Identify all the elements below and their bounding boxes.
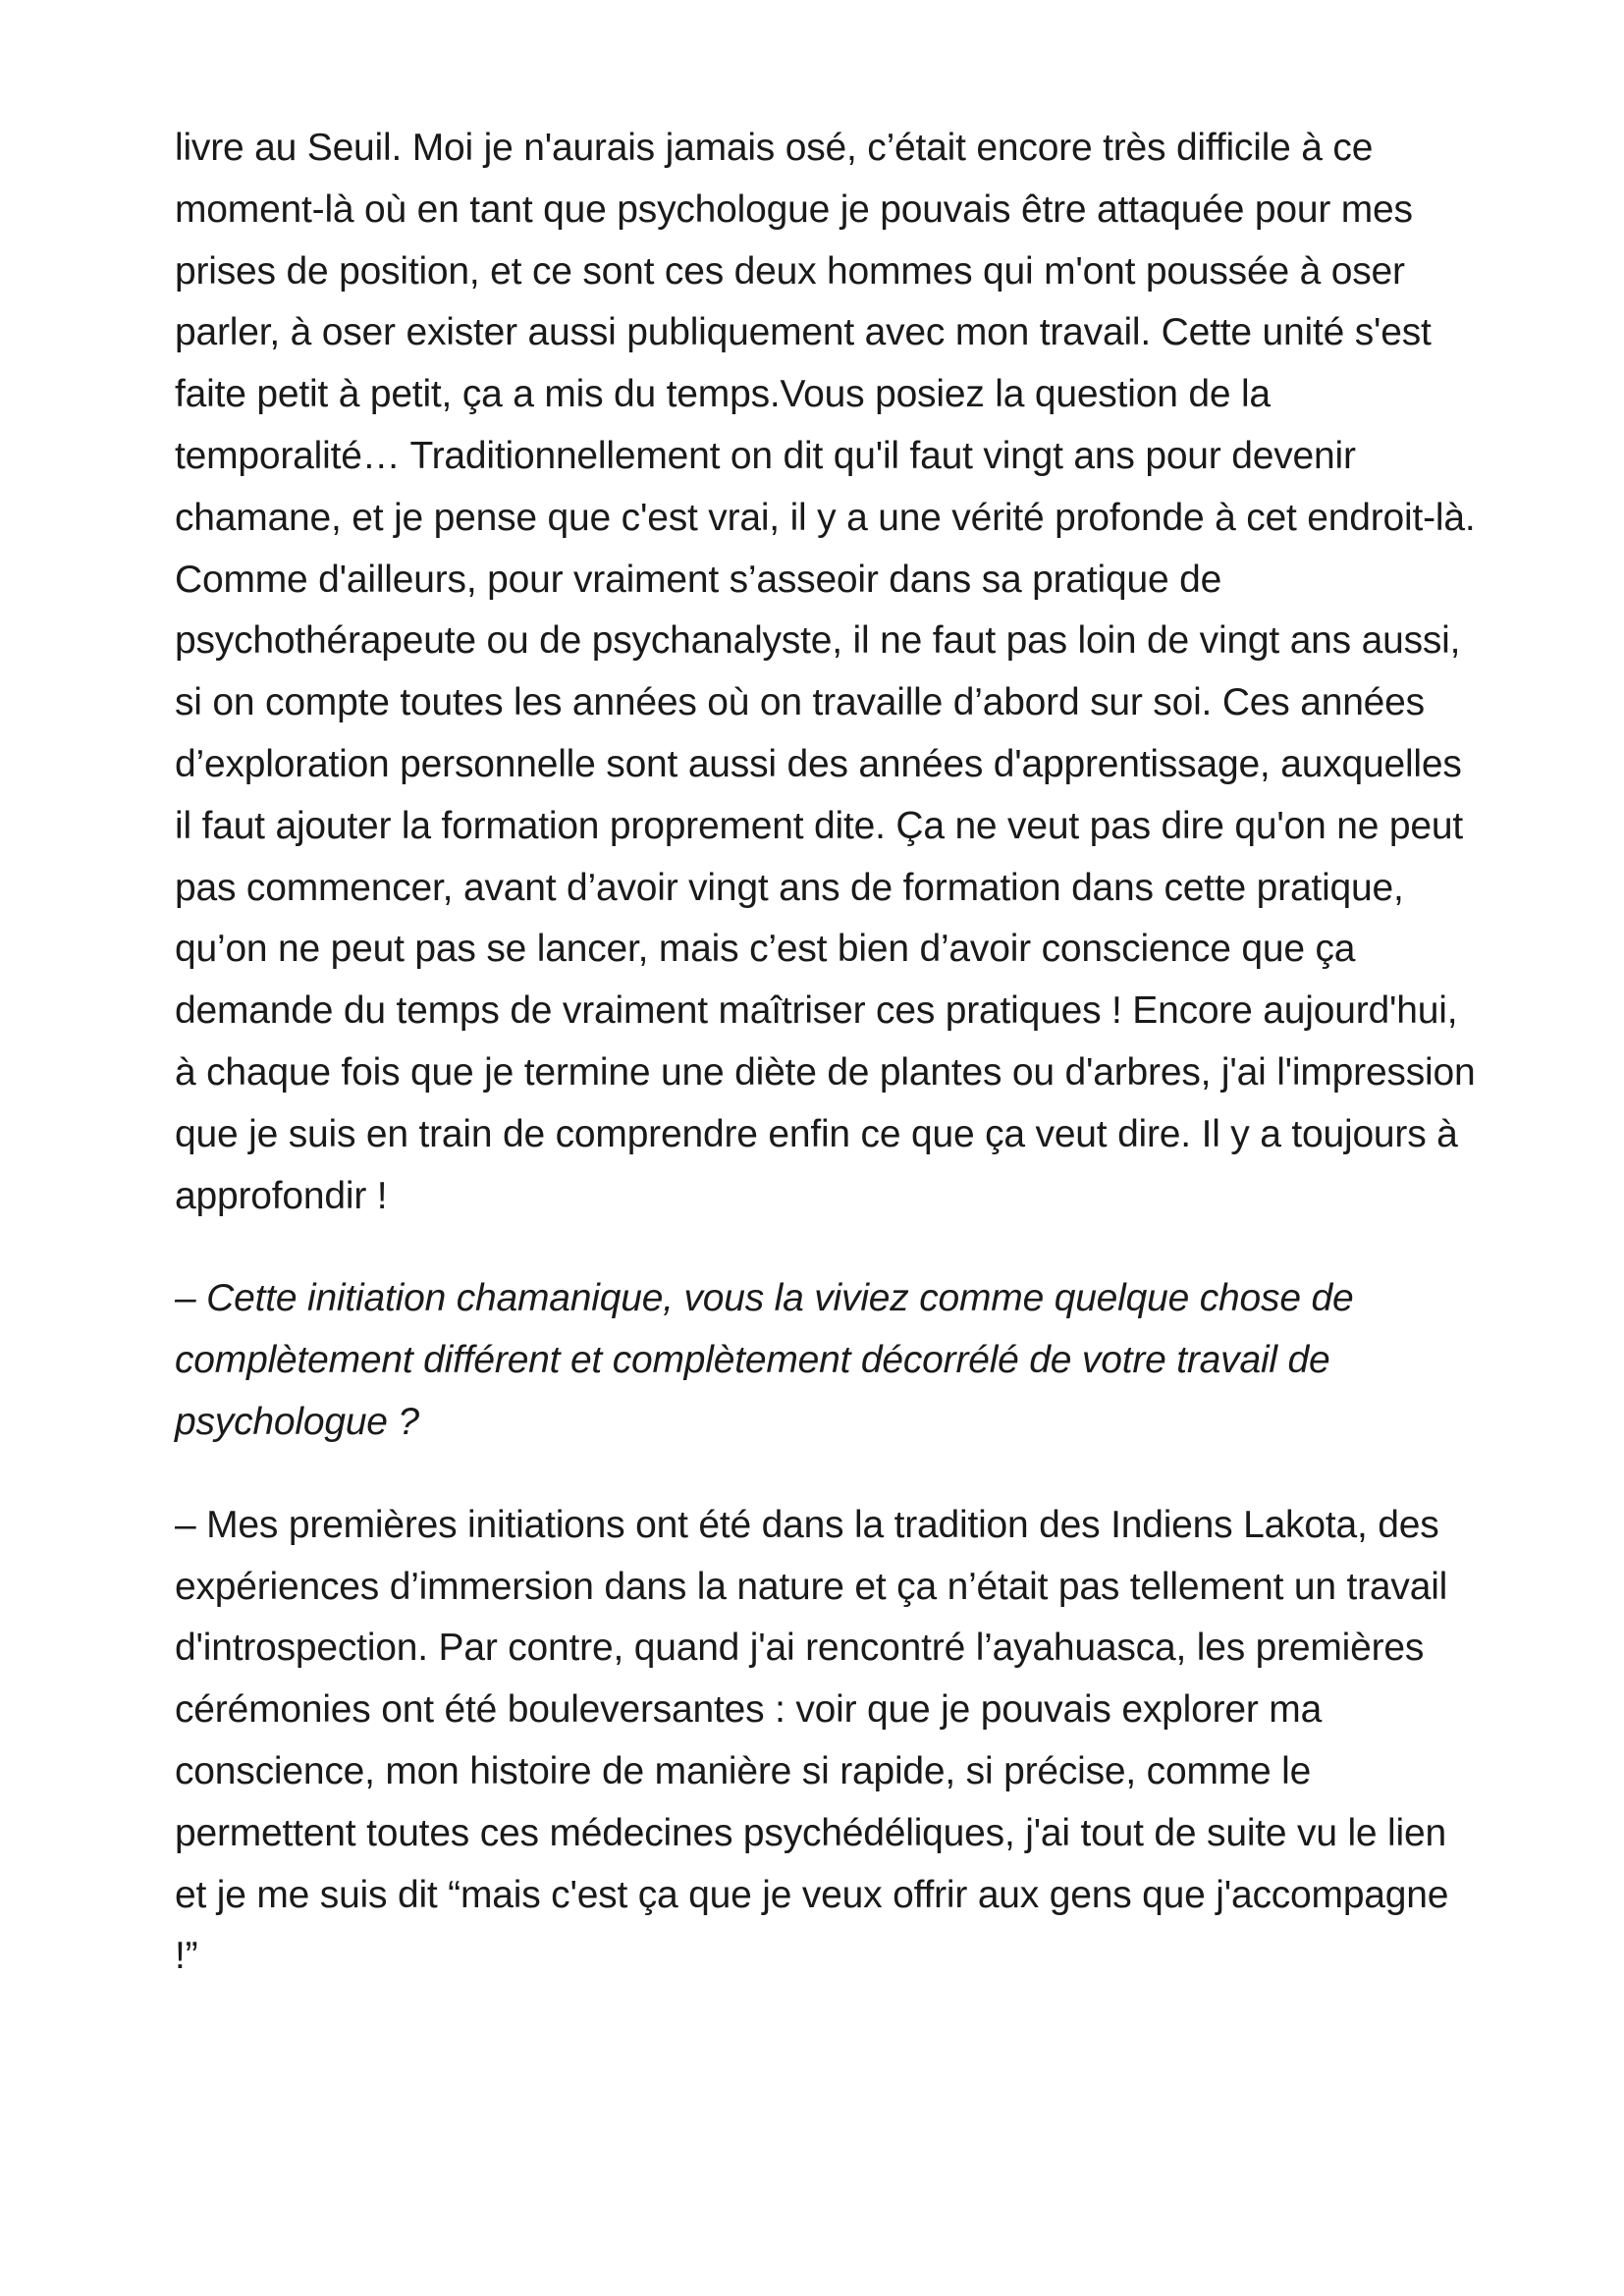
paragraph-continuation: livre au Seuil. Moi je n'aurais jamais osé, c’était encore très difficile à ce moment-là où en tant que psychologue je pouvais être attaquée pour mes prises de position, et ce sont ces deux hommes qui m'ont poussée à oser parler, à oser exister aussi publiquement avec mon travail. Cette unité s'est faite petit à petit, ça a mis du temps.Vous posiez la question de la temporalité… Traditionnellement on dit qu'il faut vingt ans pour devenir chamane, et je pense que c'est vrai, il y a une vérité profonde à cet endroit-là. Comme d'ailleurs, pour vraiment s’asseoir dans sa pratique de psychothérapeute ou de psychanalyste, il ne faut pas loin de vingt ans aussi, si on compte toutes les années où on travaille d’abord sur soi. Ces années d’exploration personnelle sont aussi des années d'apprentissage, auxquelles il faut ajouter la formation proprement dite. Ça ne veut pas dire qu'on ne peut pas commencer, avant d’avoir vingt ans de formation dans cette pratique, qu’on ne peut pas se lancer, mais c’est bien d’avoir conscience que ça demande du temps de vraiment maîtriser ces pratiques ! Encore aujourd'hui, à chaque fois que je termine une diète de plantes ou d'arbres, j'ai l'impression que je suis en train de comprendre enfin ce que ça veut dire. Il y a toujours à approfondir ! [175, 127, 1476, 1217]
paragraph-interview-question: – Cette initiation chamanique, vous la viviez comme quelque chose de complètement différent et complètement décorrélé de votre travail de psychologue ? [175, 1277, 1354, 1443]
document-page [175, 118, 1481, 1988]
paragraph-interview-answer: – Mes premières initiations ont été dans la tradition des Indiens Lakota, des expériences d’immersion dans la nature et ça n’était pas tellement un travail d'introspection. Par contre, quand j'ai rencontré l’ayahuasca, les premières cérémonies ont été bouleversantes : voir que je pouvais explorer ma conscience, mon histoire de manière si rapide, si précise, comme le permettent toutes ces médecines psychédéliques, j'ai tout de suite vu le lien et je me suis dit “mais c'est ça que je veux offrir aux gens que j'accompagne !” [175, 1503, 1449, 1978]
